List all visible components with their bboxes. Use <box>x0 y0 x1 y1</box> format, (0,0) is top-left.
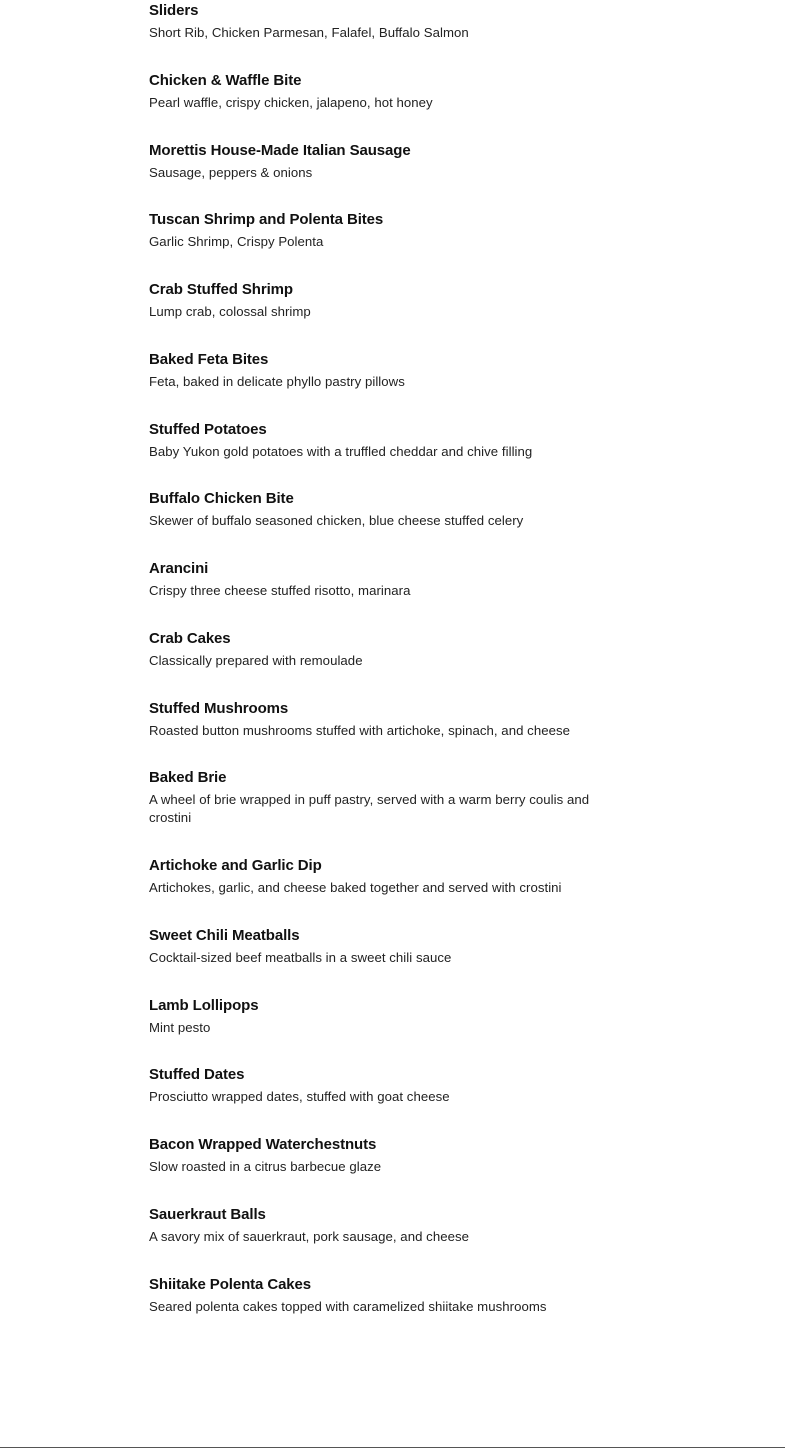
menu-item <box>149 141 609 182</box>
menu-item-description: Seared polenta cakes topped with caramelized shiitake mushrooms <box>149 1299 547 1314</box>
menu-item-name: Stuffed Potatoes <box>149 421 267 438</box>
menu-item-description: Sausage, peppers & onions <box>149 165 313 180</box>
menu-item-description: Mint pesto <box>149 1020 211 1035</box>
menu-item <box>149 489 609 530</box>
menu-item <box>149 1205 609 1246</box>
menu-item <box>149 210 609 251</box>
menu-item-name: Crab Cakes <box>149 630 231 647</box>
menu-item-description: Lump crab, colossal shrimp <box>149 304 311 319</box>
menu-item-description: Classically prepared with remoulade <box>149 653 363 668</box>
menu-item-name: Chicken & Waffle Bite <box>149 72 302 89</box>
menu-item-name: Shiitake Polenta Cakes <box>149 1276 312 1293</box>
menu-item-name: Lamb Lollipops <box>149 997 259 1014</box>
menu-item-description: Short Rib, Chicken Parmesan, Falafel, Buffalo Salmon <box>149 25 469 40</box>
menu-item-name: Artichoke and Garlic Dip <box>149 857 322 874</box>
menu-item-description: A savory mix of sauerkraut, pork sausage, and cheese <box>149 1229 470 1244</box>
menu-item-description: Cocktail-sized beef meatballs in a sweet chili sauce <box>149 950 452 965</box>
menu-item-description: Slow roasted in a citrus barbecue glaze <box>149 1159 382 1174</box>
menu-item-name: Sauerkraut Balls <box>149 1206 266 1223</box>
menu-item-name: Stuffed Dates <box>149 1066 245 1083</box>
menu-item-name: Tuscan Shrimp and Polenta Bites <box>149 211 384 228</box>
menu-item <box>149 1 609 42</box>
menu-item-description: Prosciutto wrapped dates, stuffed with goat cheese <box>149 1089 450 1104</box>
bottom-divider <box>0 1447 785 1448</box>
menu-item-name: Stuffed Mushrooms <box>149 700 289 717</box>
menu-item-description: A wheel of brie wrapped in puff pastry, served with a warm berry coulis and crostini <box>149 792 590 825</box>
menu-item <box>149 926 609 967</box>
menu-item-description: Garlic Shrimp, Crispy Polenta <box>149 234 324 249</box>
menu-item <box>149 350 609 391</box>
menu-item-name: Baked Feta Bites <box>149 351 269 368</box>
menu-item <box>149 1135 609 1176</box>
menu-item-name: Sliders <box>149 2 199 19</box>
menu-item <box>149 1065 609 1106</box>
menu-item <box>149 280 609 321</box>
menu-item-name: Morettis House-Made Italian Sausage <box>149 142 411 159</box>
menu-item <box>149 856 609 897</box>
menu-item <box>149 71 609 112</box>
menu-item <box>149 420 609 461</box>
menu-item <box>149 768 609 827</box>
menu-item-description: Feta, baked in delicate phyllo pastry pillows <box>149 374 405 389</box>
menu-item-description: Roasted button mushrooms stuffed with artichoke, spinach, and cheese <box>149 723 571 738</box>
menu-item-description: Pearl waffle, crispy chicken, jalapeno, hot honey <box>149 95 433 110</box>
menu-item <box>149 996 609 1037</box>
menu-item-name: Buffalo Chicken Bite <box>149 490 294 507</box>
menu-item-description: Skewer of buffalo seasoned chicken, blue cheese stuffed celery <box>149 513 524 528</box>
menu-item-name: Arancini <box>149 560 209 577</box>
menu-item <box>149 699 609 740</box>
menu-item <box>149 629 609 670</box>
menu-item-name: Sweet Chili Meatballs <box>149 927 300 944</box>
menu-item <box>149 559 609 600</box>
menu-item <box>149 1275 609 1316</box>
menu-item-name: Baked Brie <box>149 769 227 786</box>
menu-item-description: Baby Yukon gold potatoes with a truffled cheddar and chive filling <box>149 444 533 459</box>
menu-item-description: Crispy three cheese stuffed risotto, marinara <box>149 583 411 598</box>
menu-item-description: Artichokes, garlic, and cheese baked together and served with crostini <box>149 880 562 895</box>
menu-item-name: Bacon Wrapped Waterchestnuts <box>149 1136 377 1153</box>
menu-item-name: Crab Stuffed Shrimp <box>149 281 293 298</box>
